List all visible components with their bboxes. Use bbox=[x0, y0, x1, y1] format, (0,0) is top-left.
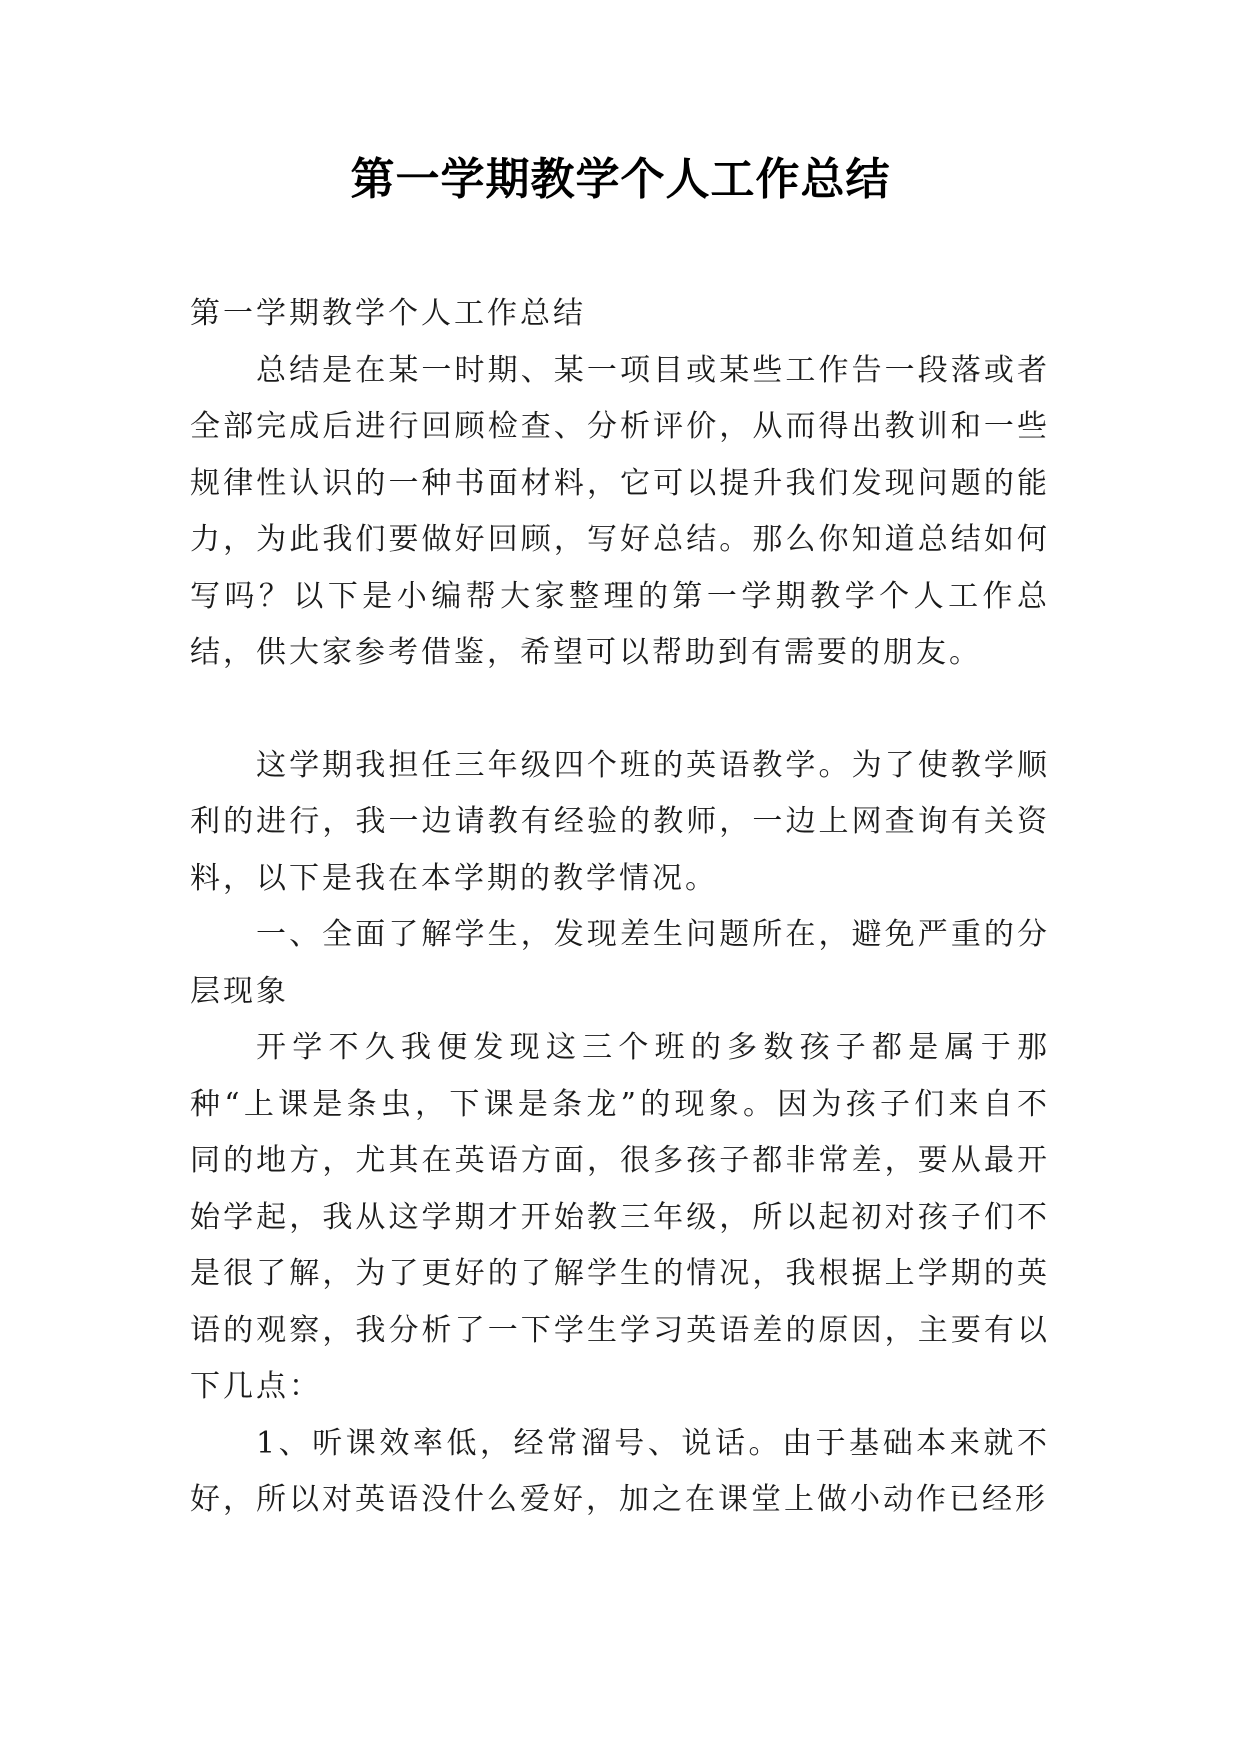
body-paragraph-2: 开学不久我便发现这三个班的多数孩子都是属于那种“上课是条虫，下课是条龙”的现象。因为孩子们来自不同的地方，尤其在英语方面，很多孩子都非常差，要从最开始学起，我从这学期才开始教三年级，所以起初对孩子们不是很了解，为了更好的了解学生的情况，我根据上学期的英语的观察，我分析了一下学生学习英语差的原因，主要有以下几点： bbox=[190, 1030, 1050, 1404]
section-heading-1: 一、全面了解学生，发现差生问题所在，避免严重的分层现象 bbox=[190, 917, 1050, 1009]
document-body bbox=[190, 286, 1050, 1529]
document-title: 第一学期教学个人工作总结 bbox=[350, 154, 891, 205]
paragraph-gap bbox=[190, 682, 1050, 738]
body-paragraph-1: 这学期我担任三年级四个班的英语教学。为了使教学顺利的进行，我一边请教有经验的教师，一边上网查询有关资料，以下是我在本学期的教学情况。 bbox=[190, 747, 1050, 896]
subtitle-line: 第一学期教学个人工作总结 bbox=[190, 296, 586, 331]
intro-paragraph: 总结是在某一时期、某一项目或某些工作告一段落或者全部完成后进行回顾检查、分析评价，从而得出教训和一些规律性认识的一种书面材料，它可以提升我们发现问题的能力，为此我们要做好回顾，写好总结。那么你知道总结如何写吗？以下是小编帮大家整理的第一学期教学个人工作总结，供大家参考借鉴，希望可以帮助到有需要的朋友。 bbox=[190, 352, 1050, 670]
list-item-1: 1、听课效率低，经常溜号、说话。由于基础本来就不好，所以对英语没什么爱好，加之在课堂上做小动作已经形 bbox=[190, 1425, 1050, 1517]
